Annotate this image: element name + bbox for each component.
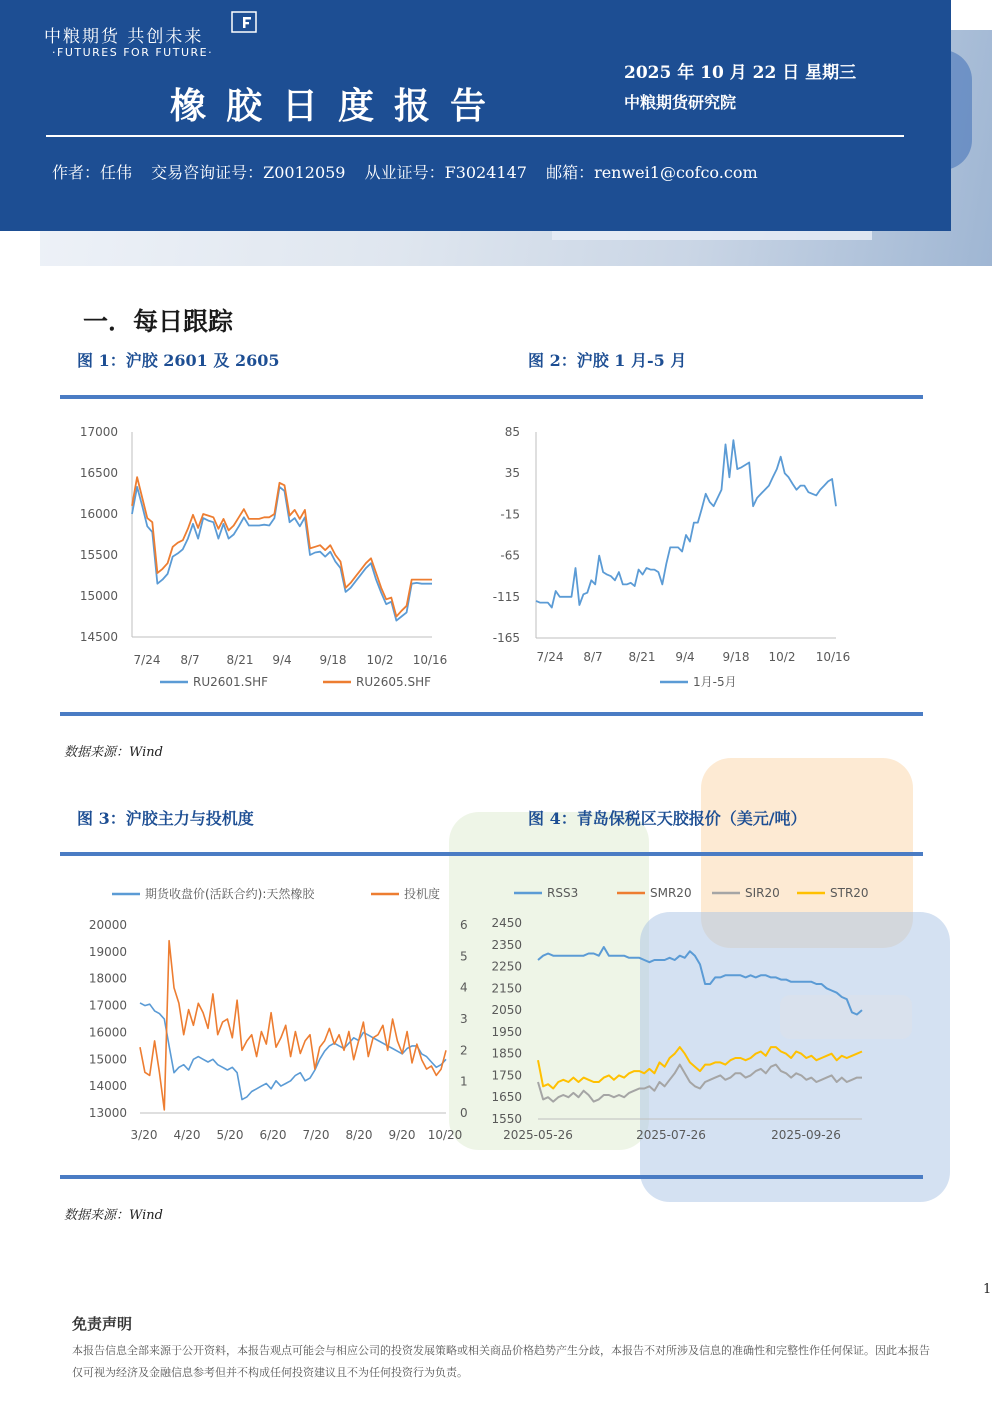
legend-label: 期货收盘价(活跃合约):天然橡胶 [145,887,315,901]
chart-jan-may-spread [480,410,900,700]
y-tick-label-left: 20000 [88,918,127,932]
y-tick-label: 14500 [79,630,118,644]
header-divider [46,135,904,137]
company-logo-text: 中粮期货 共创未来 [44,27,204,47]
y-tick-label-left: 13000 [88,1106,127,1120]
x-tick-label: 3/20 [130,1128,158,1142]
y-tick-label-right: 6 [460,918,468,932]
series-line-speculation [140,941,446,1110]
figure-bottom-rule [60,1175,923,1179]
x-tick-label: 10/2 [366,653,394,667]
report-date: 2025 年 10 月 22 日 星期三 [624,63,857,83]
x-tick-label: 2025-09-26 [771,1128,841,1142]
consult-license: 交易咨询证号：Z0012059 [151,163,346,182]
x-tick-label: 9/4 [675,650,695,664]
x-tick-label: 5/20 [216,1128,244,1142]
figure-3-title: 图 3：沪胶主力与投机度 [77,809,254,828]
legend-label: RSS3 [547,886,579,900]
y-tick-label: 85 [504,425,520,439]
x-tick-label: 10/2 [768,650,796,664]
data-source-2: 数据来源：Wind [64,1208,163,1223]
author-name: 作者：任伟 [52,163,133,182]
x-tick-label: 10/20 [427,1128,463,1142]
y-tick-label: -65 [500,548,520,563]
y-tick-label: 1750 [491,1068,522,1083]
y-tick-label-right: 5 [460,949,468,964]
y-tick-label: 15000 [79,589,118,603]
y-tick-label: 17000 [79,425,118,439]
practice-license: 从业证号：F3024147 [364,163,527,182]
disclaimer-title: 免责声明 [72,1315,133,1333]
x-tick-label: 4/20 [173,1128,201,1142]
x-tick-label: 9/4 [272,653,292,667]
x-tick-label: 9/18 [319,653,347,667]
legend-label: 1月-5月 [693,675,737,689]
data-source-1: 数据来源：Wind [64,745,163,760]
figure-2-title: 图 2：沪胶 1 月-5 月 [528,351,687,370]
x-tick-label: 2025-05-26 [503,1128,573,1142]
y-tick-label: 16000 [79,507,118,521]
x-tick-label: 9/20 [388,1128,416,1142]
page-number: 1 [983,1282,992,1297]
series-line-0 [536,440,836,607]
report-title: 橡胶日度报告 [170,85,507,127]
y-tick-label-right: 1 [460,1074,468,1089]
series-line-1 [132,477,432,616]
x-tick-label: 7/24 [133,653,161,667]
y-tick-label: 1650 [491,1090,522,1105]
y-tick-label: 2150 [491,981,522,996]
y-tick-label-left: 19000 [88,944,127,959]
y-tick-label-left: 15000 [88,1052,127,1067]
y-tick-label: 15500 [79,548,118,562]
y-tick-label: 2350 [491,937,522,952]
figure-top-rule [60,395,923,399]
x-tick-label: 7/20 [302,1128,330,1142]
y-tick-label: -165 [492,631,520,645]
y-tick-label: 1950 [491,1024,522,1039]
figure-1-title: 图 1：沪胶 2601 及 2605 [77,351,280,370]
legend-label: STR20 [830,886,869,900]
x-tick-label: 6/20 [259,1128,287,1142]
legend-label: 投机度 [404,887,441,901]
x-tick-label: 2025-07-26 [636,1128,706,1142]
x-tick-label: 8/21 [628,650,656,664]
y-tick-label-left: 14000 [88,1079,127,1094]
author-info [52,160,772,183]
report-institute: 中粮期货研究院 [624,93,737,112]
series-line-STR20 [538,1047,862,1088]
y-tick-label-left: 18000 [88,971,127,986]
legend-label: SIR20 [745,886,780,900]
legend-label: RU2605.SHF [356,675,432,689]
x-tick-label: 10/16 [815,650,851,664]
y-tick-label: 16500 [79,466,118,480]
header-banner [0,0,951,231]
x-tick-label: 8/20 [345,1128,373,1142]
y-tick-label: 2450 [491,916,522,930]
figure-top-rule [60,852,923,856]
author-email[interactable]: 邮箱：renwei1@cofco.com [546,163,758,182]
x-tick-label: 8/21 [226,653,254,667]
y-tick-label: 1850 [491,1046,522,1061]
disclaimer-text: 本报告信息全部来源于公开资料，本报告观点可能会与相应公司的投资发展策略或相关商品价格趋势产生分歧，本报告不对所涉及信息的准确性和完整性作任何保证。因此本报告仅可视为经济及金融信息参考但并不构成任何投资建议且不为任何投资行为负责。 [72,1344,930,1379]
y-tick-label: -115 [492,589,520,604]
x-tick-label: 9/18 [722,650,750,664]
y-tick-label-left: 16000 [88,1025,127,1040]
y-tick-label-right: 2 [460,1043,468,1058]
x-tick-label: 10/16 [412,653,448,667]
y-tick-label-left: 17000 [88,998,127,1013]
figure-4-title: 图 4：青岛保税区天胶报价（美元/吨） [528,809,807,828]
x-tick-label: 8/7 [180,653,200,667]
y-tick-label: 1550 [491,1112,522,1126]
chart-qingdao-bonded-prices [480,875,900,1150]
y-tick-label: -15 [500,507,520,522]
company-logo-icon [231,11,257,33]
chart-main-contract-speculation [60,875,480,1150]
y-tick-label-right: 3 [460,1012,468,1026]
figure-bottom-rule [60,712,923,716]
legend-label: RU2601.SHF [193,675,269,689]
x-tick-label: 7/24 [536,650,564,664]
y-tick-label: 2050 [491,1003,522,1018]
series-line-RSS3 [538,947,862,1015]
chart-ru2601-ru2605 [60,410,470,700]
y-tick-label-right: 0 [460,1106,468,1120]
y-tick-label: 2250 [491,959,522,974]
section-title: 一．每日跟踪 [83,307,234,336]
y-tick-label-right: 4 [460,980,468,995]
y-tick-label: 35 [504,466,520,481]
series-line-price [140,1003,446,1100]
legend-label: SMR20 [650,886,692,900]
company-logo-slogan: ·FUTURES FOR FUTURE· [52,46,214,59]
series-line-0 [132,487,432,621]
x-tick-label: 8/7 [583,650,603,664]
